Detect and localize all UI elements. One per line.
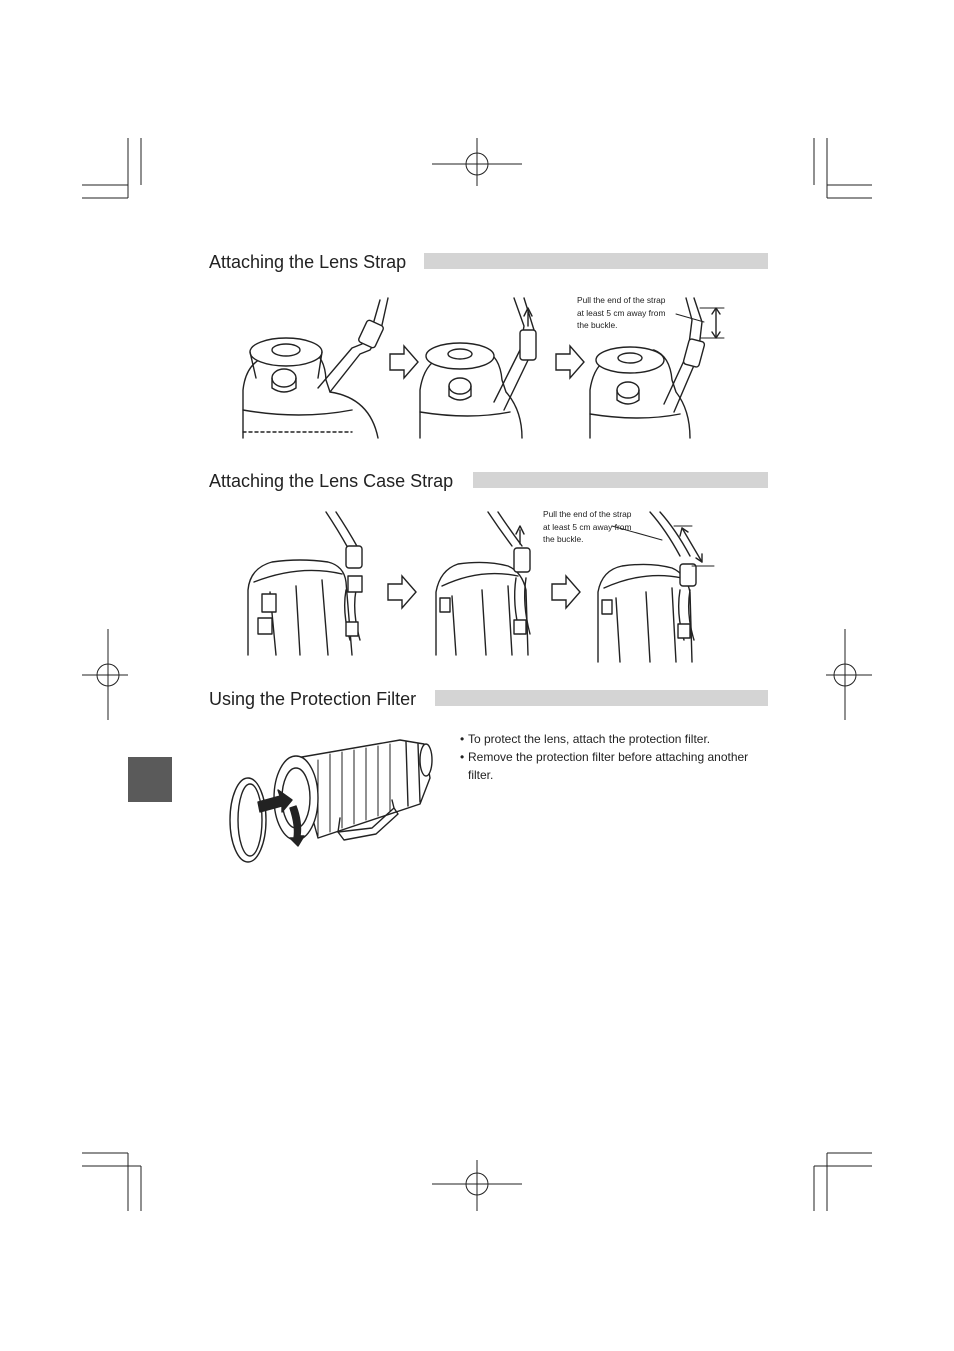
case-strap-note-line-1: Pull the end of the strap: [543, 509, 632, 519]
bullet-symbol: •: [460, 732, 465, 746]
bullet-symbol: •: [460, 750, 465, 764]
case-strap-heading: Attaching the Lens Case Strap: [209, 471, 454, 491]
lens-strap-heading: Attaching the Lens Strap: [209, 252, 407, 272]
instruction-text: filter.: [468, 768, 494, 782]
lens-strap-note-line-3: the buckle.: [577, 320, 618, 331]
instruction-text: To protect the lens, attach the protection filter.: [468, 732, 711, 746]
instruction-item-continuation: [460, 766, 772, 784]
case-strap-note-line-3: the buckle.: [543, 534, 584, 545]
section-thumb-tab: [128, 757, 172, 802]
case-strap-note-line-2: at least 5 cm away from: [543, 521, 632, 532]
instruction-text: Remove the protection filter before attaching another: [468, 750, 749, 764]
instruction-item: [460, 730, 772, 748]
protection-filter-instructions: [460, 730, 772, 784]
protection-filter-heading: Using the Protection Filter: [209, 689, 417, 709]
lens-strap-note-line-1: Pull the end of the strap: [577, 295, 666, 305]
lens-strap-note-line-2: at least 5 cm away from: [577, 307, 666, 318]
instruction-item: [460, 748, 772, 766]
